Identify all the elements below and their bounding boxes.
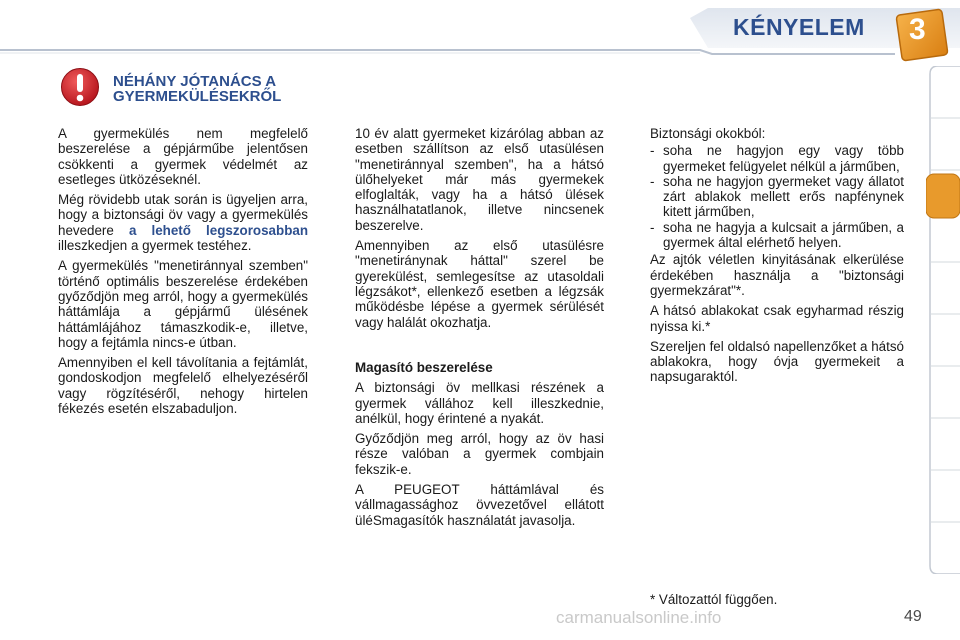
paragraph: Amennyiben az első utasülésre "menetiránynak háttal" szerel be gyerekülést, semlegesítse az utasoldali légzsákot*, ellenkező esetben a légzsák működésbe lépése a gyermek sérülését vagy halálát okozhatja. <box>355 238 604 330</box>
warning-exclamation-icon <box>60 67 100 107</box>
text-run: Még rövidebb utak során is ügyeljen arra, hogy a biztonsági öv vagy a gyermekülés hevedere <box>58 192 308 238</box>
page-number: 49 <box>904 608 922 625</box>
column-3 <box>650 126 904 390</box>
paragraph: A PEUGEOT háttámlával és vállmagassághoz övvezetővel ellátott üléSmagasítók használatát javasolja. <box>355 482 604 528</box>
paragraph: A gyermekülés "menetiránnyal szemben" történő optimális beszerelése érdekében győződjön meg arról, hogy a gyermekülés háttámlája a gépjármű ülésének háttámlájához támaszkodik-e, illetve, hogy a fejtámla nincs-e útban. <box>58 258 308 350</box>
list-item: - soha ne hagyjon gyermeket vagy állatot zárt ablakok mellett erős napfénynek kitett járműben, <box>650 173 904 220</box>
subsection-heading: Magasító beszerelése <box>355 360 493 375</box>
list-item-text: soha ne hagyja a kulcsait a járműben, a gyermek által elérhető helyen. <box>663 219 904 251</box>
list-item-text: soha ne hagyjon egy vagy több gyermeket felügyelet nélkül a járműben, <box>663 143 904 174</box>
paragraph: Győződjön meg arról, hogy az öv hasi része valóban a gyermek combjain fekszik-e. <box>355 431 604 477</box>
section-title-line1: NÉHÁNY JÓTANÁCS A <box>113 73 277 90</box>
chapter-number: 3 <box>909 13 926 46</box>
paragraph: Szereljen fel oldalsó napellenzőket a hátsó ablakokra, hogy óvja gyermekeit a napsugaraktól. <box>650 338 904 385</box>
column-1 <box>58 126 308 421</box>
chapter-title: KÉNYELEM <box>733 14 865 40</box>
emphasis-text: a lehető legszorosabban <box>128 222 308 238</box>
footnote: * Változattól függően. <box>650 592 778 607</box>
watermark: carmanualsonline.info <box>556 608 722 627</box>
list-item: - soha ne hagyja a kulcsait a járműben, a gyermek által elérhető helyen. <box>650 219 904 251</box>
section-title-line2: GYERMEKÜLÉSEKRŐL <box>113 88 282 105</box>
column-2 <box>355 126 604 335</box>
side-chapter-tabs <box>926 66 960 574</box>
paragraph: 10 év alatt gyermeket kizárólag abban az esetben szállítson az első utasülésen "menetiránnyal szemben", ha a hátsó ülőhelyeket már más gyermekek elfoglalták, vagy ha a hátsó ülések használhatatlanok, illetve nincsenek beszerelve. <box>355 126 604 233</box>
paragraph: A gyermekülés nem megfelelő beszerelése a gépjárműbe jelentősen csökkenti a gyermek védelmét az esetleges ütközéseknél. <box>58 126 308 187</box>
paragraph: A hátsó ablakokat csak egyharmad részig nyissa ki.* <box>650 303 904 334</box>
list-item: - soha ne hagyjon egy vagy több gyermeket felügyelet nélkül a járműben, <box>650 143 904 174</box>
paragraph: A biztonsági öv mellkasi részének a gyermek vállához kell illeszkednie, anélkül, hogy érintené a nyakát. <box>355 380 604 426</box>
paragraph: Az ajtók véletlen kinyitásának elkerülése érdekében használja a "biztonsági gyermekzárat"*. <box>650 252 904 298</box>
paragraph: Biztonsági okokból: <box>650 126 766 141</box>
section-title <box>113 74 281 104</box>
list-item-text: soha ne hagyjon gyermeket vagy állatot zárt ablakok mellett erős napfénynek kitett járműben, <box>663 173 904 220</box>
paragraph <box>58 192 308 253</box>
text-run: illeszkedjen a gyermek testéhez. <box>58 238 252 254</box>
booster-seat-section <box>355 360 604 533</box>
paragraph: Amennyiben el kell távolítania a fejtámlát, gondoskodjon megfelelő elhelyezéséről vagy rögzítéséről, nehogy hirtelen fékezés esetén elszabaduljon. <box>58 355 308 417</box>
